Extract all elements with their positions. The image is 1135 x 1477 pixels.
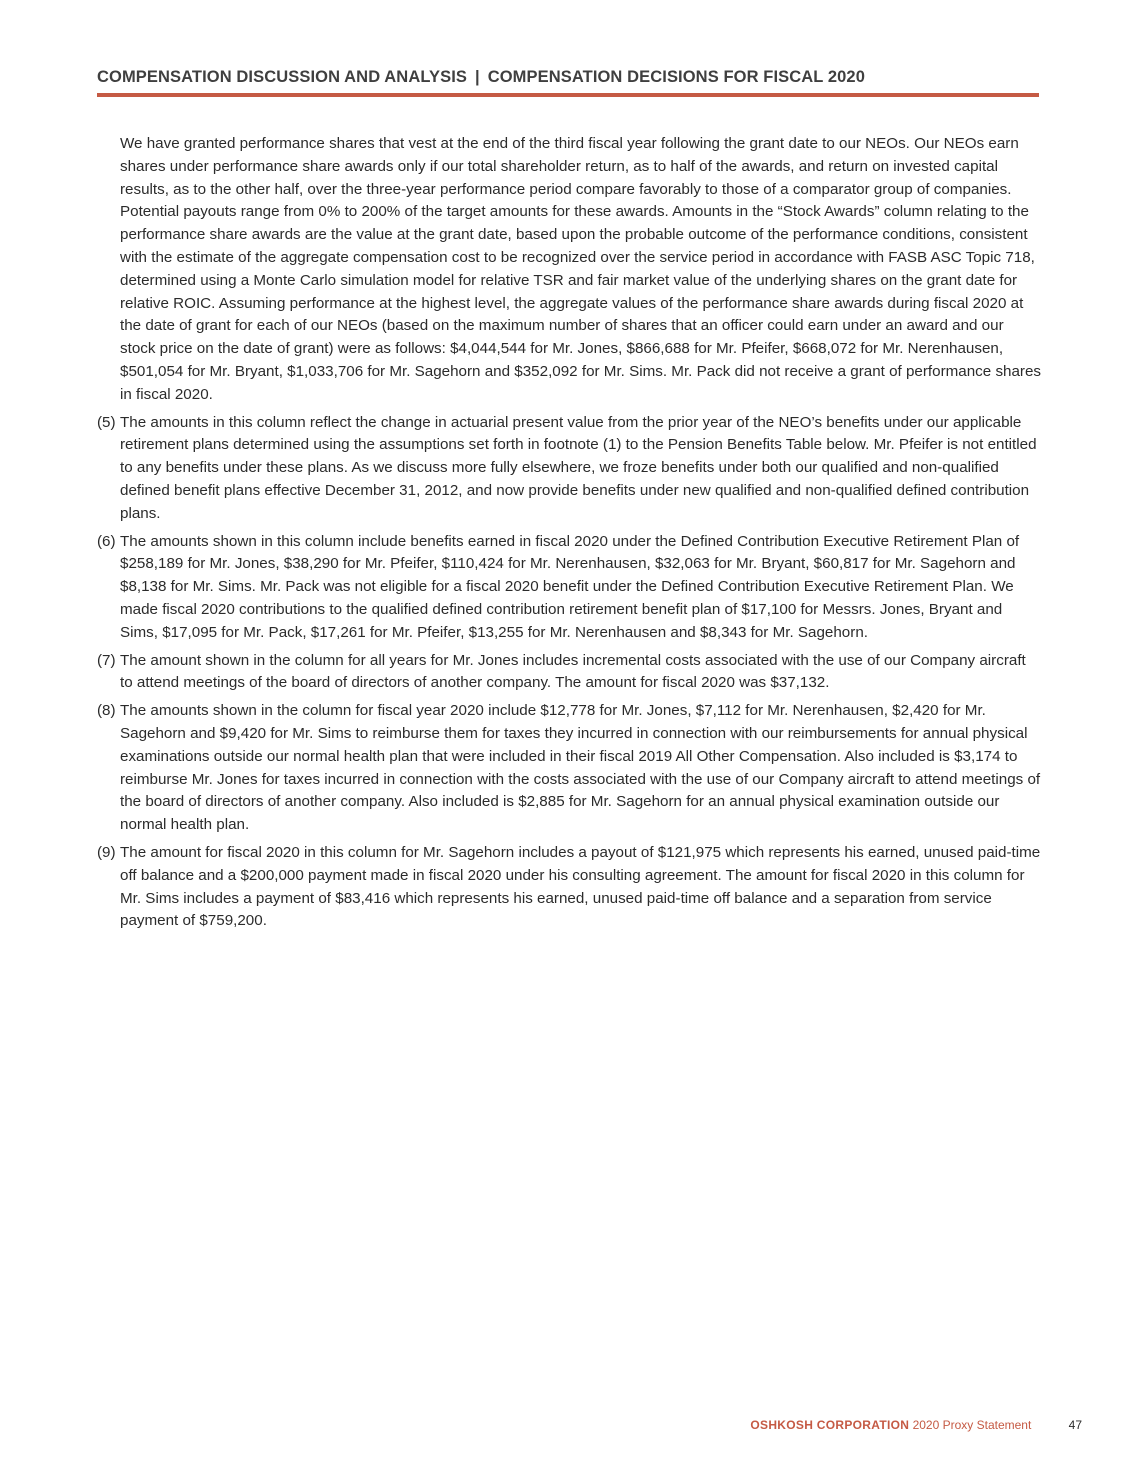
- footnote-number: (9): [97, 843, 116, 861]
- footnote-text: The amounts shown in this column include benefits earned in fiscal 2020 under the Defined Contribution Executive Retirement Plan of $258,189 for Mr. Jones, $38,290 for Mr. Pfeifer, $110,424 for Mr. Nerenhausen, $32,063 for Mr. Bryant, $60,817 for Mr. Sagehorn and $8,138 for Mr. Sims. Mr. Pack was not eligible for a fiscal 2020 benefit under the Defined Contribution Executive Retirement Plan. We made fiscal 2020 contributions to the qualified defined contribution retirement benefit plan of $17,100 for Messrs. Jones, Bryant and Sims, $17,095 for Mr. Pack, $17,261 for Mr. Pfeifer, $13,255 for Mr. Nerenhausen and $8,343 for Mr. Sagehorn.: [120, 532, 1020, 641]
- footnote-number: (5): [97, 413, 116, 431]
- footnote-text: The amounts in this column reflect the change in actuarial present value from the prior year of the NEO’s benefits under our applicable retirement plans determined using the assumptions set forth in footnote (1) to the Pension Benefits Table below. Mr. Pfeifer is not entitled to any benefits under these plans. As we discuss more fully elsewhere, we froze benefits under both our qualified and non-qualified defined benefit plans effective December 31, 2012, and now provide benefits under new qualified and non-qualified defined contribution plans.: [120, 413, 1037, 522]
- footnote-9: [97, 842, 1042, 933]
- footnote-number: (6): [97, 532, 116, 550]
- header-separator: |: [475, 68, 480, 86]
- header-rule: [97, 93, 1039, 97]
- footnote-8: [97, 700, 1042, 837]
- footnote-7: [97, 650, 1042, 696]
- footnote-6: [97, 531, 1042, 645]
- footnote-5: [97, 412, 1042, 526]
- footnote-4-continuation: [97, 133, 1042, 407]
- header-subsection: COMPENSATION DECISIONS FOR FISCAL 2020: [487, 68, 865, 86]
- footnotes-body: [97, 133, 1042, 938]
- header-section: COMPENSATION DISCUSSION AND ANALYSIS: [97, 68, 467, 86]
- footnote-text: The amounts shown in the column for fiscal year 2020 include $12,778 for Mr. Jones, $7,112 for Mr. Nerenhausen, $2,420 for Mr. Sagehorn and $9,420 for Mr. Sims to reimburse them for taxes they incurred in connection with our reimbursements for annual physical examinations outside our normal health plan that were included in their fiscal 2019 All Other Compensation. Also included is $3,174 to reimburse Mr. Jones for taxes incurred in connection with the costs associated with the use of our Company aircraft to attend meetings of the board of directors of another company. Also included is $2,885 for Mr. Sagehorn for an annual physical examination outside our normal health plan.: [120, 702, 1041, 834]
- footer-document: 2020 Proxy Statement: [912, 1418, 1032, 1432]
- footnote-number: (8): [97, 702, 116, 720]
- footnote-text: We have granted performance shares that vest at the end of the third fiscal year following the grant date to our NEOs. Our NEOs earn shares under performance share awards only if our total shareholder return, as to half of the awards, and return on invested capital results, as to the other half, over the three-year performance period compare favorably to those of a comparator group of companies. Potential payouts range from 0% to 200% of the target amounts for these awards. Amounts in the “Stock Awards” column relating to the performance share awards are the value at the grant date, based upon the probable outcome of the performance conditions, consistent with the estimate of the aggregate compensation cost to be recognized over the service period in accordance with FASB ASC Topic 718, determined using a Monte Carlo simulation model for relative TSR and fair market value of the underlying shares on the grant date for relative ROIC. Assuming performance at the highest level, the aggregate values of the performance share awards during fiscal 2020 at the date of grant for each of our NEOs (based on the maximum number of shares that an officer could earn under an award and our stock price on the date of grant) were as follows: $4,044,544 for Mr. Jones, $866,688 for Mr. Pfeifer, $668,072 for Mr. Nerenhausen, $501,054 for Mr. Bryant, $1,033,706 for Mr. Sagehorn and $352,092 for Mr. Sims. Mr. Pack did not receive a grant of performance shares in fiscal 2020.: [120, 135, 1042, 403]
- footnote-text: The amount shown in the column for all years for Mr. Jones includes incremental costs associated with the use of our Company aircraft to attend meetings of the board of directors of another company. The amount for fiscal 2020 was $37,132.: [120, 651, 1026, 692]
- page-number: 47: [1068, 1418, 1082, 1432]
- page-footer: [750, 1417, 1082, 1433]
- header-title: [97, 66, 1039, 88]
- footer-company: OSHKOSH CORPORATION: [750, 1418, 910, 1432]
- page-header: [97, 66, 1039, 97]
- footnote-number: (7): [97, 651, 116, 669]
- footnote-text: The amount for fiscal 2020 in this column for Mr. Sagehorn includes a payout of $121,975 which represents his earned, unused paid-time off balance and a $200,000 payment made in fiscal 2020 under his consulting agreement. The amount for fiscal 2020 in this column for Mr. Sims includes a payment of $83,416 which represents his earned, unused paid-time off balance and a separation from service payment of $759,200.: [120, 843, 1041, 930]
